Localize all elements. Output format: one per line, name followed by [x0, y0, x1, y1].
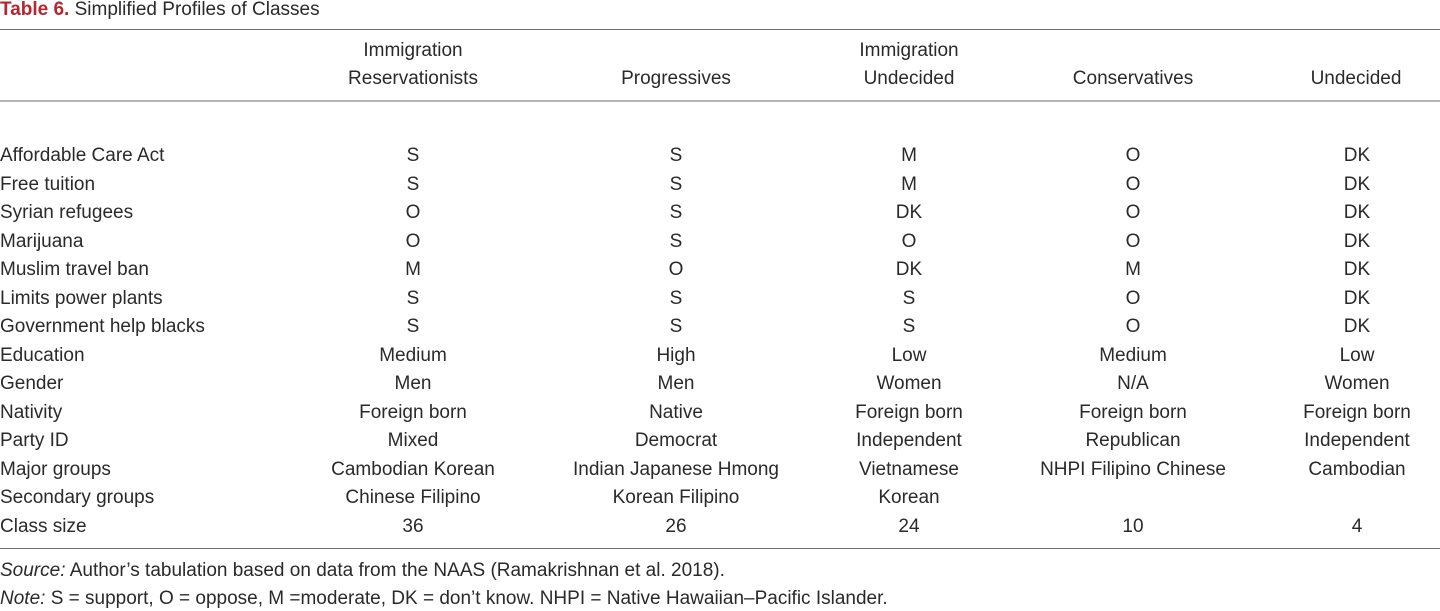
- table-cell: [1274, 484, 1440, 513]
- table-number: Table 6.: [0, 0, 70, 20]
- profiles-table: [0, 142, 1440, 541]
- header-line2: Progressives: [621, 68, 731, 89]
- table-cell: Indian Japanese Hmong: [573, 458, 779, 480]
- source-label: Source:: [0, 560, 66, 581]
- row-label: Class size: [0, 515, 87, 537]
- table-cell: S: [669, 287, 683, 309]
- header-line2: Reservationists: [348, 68, 478, 89]
- table-cell: NHPI Filipino Chinese: [1040, 458, 1226, 480]
- row-label: Secondary groups: [0, 487, 155, 508]
- table-row: [0, 285, 1440, 314]
- table-cell: N/A: [1117, 373, 1149, 394]
- table-cell: Vietnamese: [859, 458, 959, 480]
- table-row: [0, 370, 1440, 399]
- table-title: [0, 0, 320, 21]
- table-cell: O: [901, 230, 917, 252]
- source-text: Author’s tabulation based on data from the NAAS (Ramakrishnan et al. 2018).: [65, 560, 725, 581]
- table-row: [0, 228, 1440, 257]
- table-cell: Native: [649, 401, 703, 423]
- column-header-immigration-reservationists: [348, 37, 478, 93]
- table-row: [0, 456, 1440, 485]
- row-label: Education: [0, 344, 85, 366]
- table-cell: S: [406, 287, 420, 309]
- header-line2: Undecided: [863, 68, 955, 89]
- table-cell: S: [669, 202, 683, 223]
- row-label: Muslim travel ban: [0, 259, 149, 280]
- table-cell: M: [901, 173, 917, 195]
- table-cell: Men: [657, 373, 695, 394]
- header-line1: Immigration: [859, 40, 959, 61]
- table-cell: S: [669, 145, 683, 166]
- table-cell: 4: [1351, 515, 1363, 537]
- table-cell: S: [902, 316, 916, 337]
- table-cell: DK: [1343, 230, 1371, 252]
- table-cell: Foreign born: [1303, 401, 1411, 423]
- table-cell: O: [1125, 202, 1141, 223]
- table-cell: O: [1125, 316, 1141, 337]
- table-cell: Women: [876, 373, 942, 394]
- table-cell: Foreign born: [359, 401, 467, 423]
- note-text: S = support, O = oppose, M =moderate, DK = don’t know. NHPI = Native Hawaiian–Pacific Islander.: [45, 588, 888, 609]
- row-label: Government help blacks: [0, 316, 205, 337]
- table-cell: 26: [665, 515, 687, 537]
- header-line2: Conservatives: [1072, 68, 1194, 89]
- table-cell: DK: [1343, 173, 1371, 195]
- source-note: [0, 559, 725, 583]
- table-cell: S: [669, 230, 683, 252]
- table-row: [0, 513, 1440, 542]
- table-cell: Men: [394, 373, 432, 394]
- table-cell: DK: [1343, 287, 1371, 309]
- row-label: Gender: [0, 373, 64, 394]
- table-cell: Democrat: [634, 430, 718, 451]
- table-cell: O: [1125, 145, 1141, 166]
- table-cell: [992, 484, 1274, 513]
- row-label: Limits power plants: [0, 287, 163, 309]
- table-cell: Low: [891, 344, 927, 366]
- header-line1: [621, 37, 731, 65]
- table-cell: Medium: [379, 344, 447, 366]
- table-cell: Korean Filipino: [612, 487, 740, 508]
- table-cell: Mixed: [387, 430, 439, 451]
- column-header-immigration-undecided: [859, 37, 958, 93]
- table-row: [0, 399, 1440, 428]
- row-label: Syrian refugees: [0, 202, 134, 223]
- table-row: [0, 427, 1440, 456]
- table-caption: Simplified Profiles of Classes: [74, 0, 320, 20]
- general-note: [0, 587, 888, 611]
- column-header-progressives: [621, 37, 731, 93]
- table-cell: Cambodian Korean: [331, 458, 495, 480]
- table-cell: S: [406, 316, 420, 337]
- table-cell: O: [1125, 287, 1141, 309]
- table-cell: Foreign born: [1079, 401, 1187, 423]
- table-body: [0, 142, 1440, 541]
- table-row: [0, 199, 1440, 228]
- row-label: Major groups: [0, 458, 111, 480]
- table-cell: Foreign born: [855, 401, 963, 423]
- table-cell: O: [1125, 230, 1141, 252]
- table-cell: S: [902, 287, 916, 309]
- table-cell: M: [1125, 259, 1141, 280]
- header-line1: [1311, 37, 1402, 65]
- table-cell: S: [669, 316, 683, 337]
- table-cell: Women: [1324, 373, 1390, 394]
- row-label: Party ID: [0, 430, 69, 451]
- table-cell: Medium: [1099, 344, 1167, 366]
- table-cell: Independent: [1304, 430, 1410, 451]
- table-cell: DK: [1343, 259, 1371, 280]
- table-cell: O: [668, 259, 684, 280]
- table-cell: S: [406, 145, 420, 166]
- table-cell: M: [405, 259, 421, 280]
- table-cell: Low: [1339, 344, 1375, 366]
- table-row: [0, 256, 1440, 285]
- column-header-conservatives: [1073, 37, 1193, 93]
- column-header-undecided: [1311, 37, 1402, 93]
- table-cell: DK: [1343, 316, 1371, 337]
- table-cell: DK: [895, 202, 923, 223]
- table-row: [0, 313, 1440, 342]
- table-cell: DK: [1343, 145, 1371, 166]
- table-row: [0, 171, 1440, 200]
- table-cell: 36: [402, 515, 424, 537]
- table-cell: 24: [898, 515, 920, 537]
- bottom-rule: [0, 548, 1440, 549]
- table-row: [0, 142, 1440, 171]
- table-cell: O: [1125, 173, 1141, 195]
- table-cell: Cambodian: [1308, 458, 1406, 480]
- row-label: Nativity: [0, 401, 63, 423]
- row-label: Marijuana: [0, 230, 84, 252]
- header-line1: Immigration: [363, 40, 463, 61]
- note-label: Note:: [0, 588, 46, 609]
- table-row: [0, 484, 1440, 513]
- table-cell: Independent: [856, 430, 962, 451]
- table-cell: O: [405, 230, 421, 252]
- table-cell: S: [406, 173, 420, 195]
- table-cell: Chinese Filipino: [345, 487, 481, 508]
- table-cell: Korean: [878, 487, 940, 508]
- row-label: Free tuition: [0, 173, 96, 195]
- table-cell: O: [405, 202, 421, 223]
- header-line1: [1073, 37, 1193, 65]
- table-cell: DK: [1343, 202, 1371, 223]
- top-rule: [0, 29, 1440, 30]
- table-cell: M: [901, 145, 917, 166]
- table-row: [0, 342, 1440, 371]
- table-cell: DK: [895, 259, 923, 280]
- table-cell: High: [656, 344, 696, 366]
- header-rule: [0, 100, 1440, 102]
- table-cell: Republican: [1085, 430, 1181, 451]
- table-cell: 10: [1122, 515, 1144, 537]
- header-line2: Undecided: [1310, 68, 1402, 89]
- row-label: Affordable Care Act: [0, 145, 165, 166]
- table-cell: S: [669, 173, 683, 195]
